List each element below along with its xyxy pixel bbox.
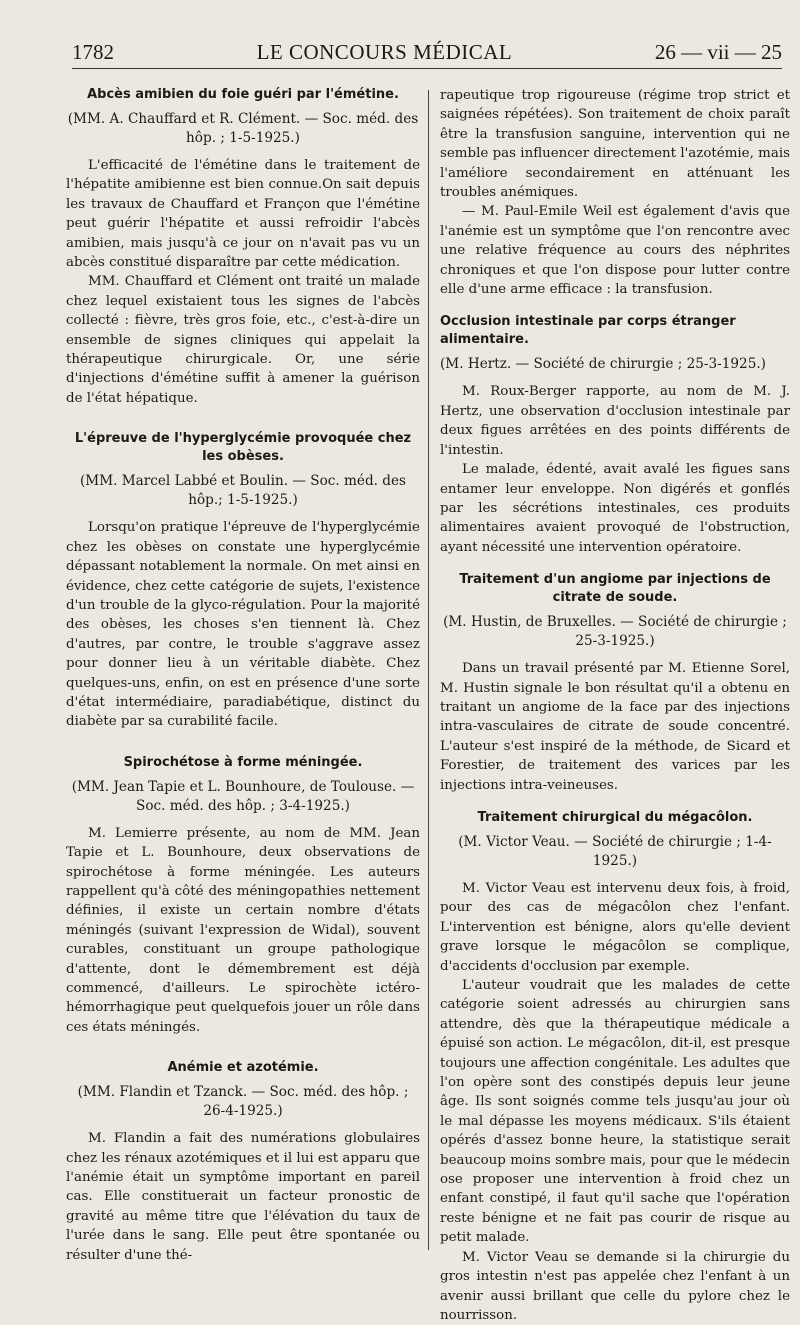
article-paragraph: M. Roux-Berger rapporte, au nom de M. J. Hertz, une observation d'occlusion intestinale par deux figues arrêtées en des points différents de l'intestin. xyxy=(440,384,790,458)
article-megacolon xyxy=(440,809,790,1325)
right-column xyxy=(440,86,790,1325)
article-paragraph: Le malade, édenté, avait avalé les figues sans entamer leur enveloppe. Non digérés et gonflés par les sécrétions intestinales, ces produits alimentaires avaient provoqué de l'obstruction, ayant nécessité une intervention opératoire. xyxy=(440,462,790,555)
article-paragraph: M. Lemierre présente, au nom de MM. Jean Tapie et L. Bounhoure, deux observations de spirochétose à forme méningée. Les auteurs rappellent qu'à côté des méningopathies nettement définies, il existe un certain nombre d'états méningés (suivant l'expression de Widal), souvent curables, constituant un groupe pathologique d'attente, dont le démembrement est déjà commencé, d'ailleurs. Le spirochète ictéro-hémorrhagique peut quelquefois jouer un rôle dans ces états méningés. xyxy=(66,825,420,1035)
article-reference: (MM. A. Chauffard et R. Clément. — Soc. méd. des hôp. ; 1-5-1925.) xyxy=(67,111,419,146)
article-title: L'épreuve de l'hyperglycémie provoquée chez les obèses. xyxy=(74,431,412,465)
article-title: Traitement chirurgical du mégacôlon. xyxy=(477,809,753,825)
article-title: Spirochétose à forme méningée. xyxy=(123,754,363,770)
article-reference: (MM. Jean Tapie et L. Bounhoure, de Toulouse. — Soc. méd. des hôp. ; 3-4-1925.) xyxy=(71,778,415,814)
article-angiome xyxy=(440,571,790,795)
article-paragraph: M. Victor Veau est intervenu deux fois, à froid, pour des cas de mégacôlon chez l'enfant. L'intervention est bénigne, alors qu'elle devient grave lorsque le mégacôlon se complique, d'accidents d'occlusion par exemple. xyxy=(440,880,790,974)
article-occlusion-intestinale xyxy=(440,313,790,557)
left-column xyxy=(66,86,420,1265)
article-paragraph: L'efficacité de l'émétine dans le traitement de l'hépatite amibienne est bien connue.On sait depuis les travaux de Chauffard et Françon que l'émétine peut guérir l'hépatite et aussi refroidir l'abcès amibien, mais jusqu'à ce jour on n'avait pas vu un abcès constitué disparaître par cette médication. xyxy=(66,158,420,271)
column-divider xyxy=(428,90,429,1250)
article-paragraph: rapeutique trop rigoureuse (régime trop strict et saignées répétées). Son traitement de choix paraît être la transfusion sanguine, intervention qui ne semble pas influencer directement l'azotémie, mais l'améliore secondairement en atténuant les troubles anémiques. xyxy=(440,88,790,201)
article-paragraph: M. Flandin a fait des numérations globulaires chez les rénaux azotémiques et il lui est apparu que l'anémie était un symptôme important en pareil cas. Elle constituerait un facteur pronostic de gravité au même titre que l'élévation du taux de l'urée dans le sang. Elle peut être spontanée ou résulter d'une thé- xyxy=(66,1131,420,1263)
article-paragraph: Dans un travail présenté par M. Etienne Sorel, M. Hustin signale le bon résultat qu'il a obtenu en traitant un angiome de la face par des injections intra-vasculaires de citrate de soude concentré. L'auteur s'est inspiré de la méthode, de Sicard et Forestier, de traitement des varices par les injections intra-veineuses. xyxy=(440,661,790,793)
article-anemie-azotemie xyxy=(66,1059,420,1265)
article-spirochetose xyxy=(66,754,420,1037)
article-hyperglycemie xyxy=(66,430,420,731)
page-number: 1782 xyxy=(72,39,114,64)
article-title: Anémie et azotémie. xyxy=(167,1060,319,1076)
article-paragraph: MM. Chauffard et Clément ont traité un malade chez lequel existaient tous les signes de l'abcès collecté : fièvre, très gros foie, etc., c'est-à-dire un ensemble de signes cliniques qui appelait la thérapeutique chirurgicale. Or, une série d'injections d'émétine suffit à amener la guérison de l'état hépatique. xyxy=(66,274,420,406)
article-paragraph: Lorsqu'on pratique l'épreuve de l'hyperglycémie chez les obèses on constate une hyperglycémie dépassant notablement la normale. On met ainsi en évidence, chez cette catégorie de sujets, l'existence d'un trouble de la glyco-régulation. Pour la majorité des obèses, les choses s'en tiennent là. Chez d'autres, par contre, le trouble s'aggrave assez pour donner lieu à un véritable diabète. Chez quelques-uns, enfin, on est en présence d'une sorte d'état intermédiaire, paradiabétique, distinct du diabète par sa curabilité facile. xyxy=(66,520,420,730)
issue-date: 26 — vii — 25 xyxy=(654,39,782,64)
article-title: Traitement d'un angiome par injections de citrate de soude. xyxy=(459,572,771,606)
article-reference: (M. Victor Veau. — Société de chirurgie ; 1-4-1925.) xyxy=(458,833,772,869)
article-anemie-azotemie-continued xyxy=(440,86,790,299)
journal-title: LE CONCOURS MÉDICAL xyxy=(256,39,513,64)
article-reference: (MM. Marcel Labbé et Boulin. — Soc. méd. des hôp.; 1-5-1925.) xyxy=(79,473,407,509)
article-title: Occlusion intestinale par corps étranger alimentaire. xyxy=(440,314,736,348)
article-abces-amibien xyxy=(66,86,420,408)
running-header xyxy=(72,36,782,69)
article-title: Abcès amibien du foie guéri par l'émétine. xyxy=(87,87,399,102)
article-paragraph: L'auteur voudrait que les malades de cette catégorie soient adressés au chirurgien sans attendre, dès que la thérapeutique médicale a épuisé son action. Le mégacôlon, dit-il, est presque toujours une affection congénitale. Les adultes que l'on opère sont des constipés depuis leur jeune âge. Ils sont soignés comme tels jusqu'au jour où le mal dépasse les moyens médicaux. S'ils étaient opérés d'assez bonne heure, la statistique serait beaucoup moins sombre mais, pour que le médecin ose proposer une intervention à froid chez un enfant constipé, il faut qu'il sache que l'opération reste bénigne et ne fait pas courir de risque au petit malade. xyxy=(440,978,790,1246)
article-reference: (MM. Flandin et Tzanck. — Soc. méd. des hôp. ; 26-4-1925.) xyxy=(77,1084,409,1120)
article-paragraph: M. Victor Veau se demande si la chirurgie du gros intestin n'est pas appelée chez l'enfant à un avenir aussi brillant que celle du pylore chez le nourrisson. xyxy=(440,1249,790,1323)
article-reference: (M. Hertz. — Société de chirurgie ; 25-3-1925.) xyxy=(440,356,766,373)
article-paragraph: — M. Paul-Emile Weil est également d'avis que l'anémie est un symptôme que l'on rencontre avec une relative fréquence au cours des néphrites chroniques et que l'on dispose pour lutter contre elle d'une arme efficace : la transfusion. xyxy=(440,204,790,298)
article-reference: (M. Hustin, de Bruxelles. — Société de chirurgie ; 25-3-1925.) xyxy=(443,614,787,650)
